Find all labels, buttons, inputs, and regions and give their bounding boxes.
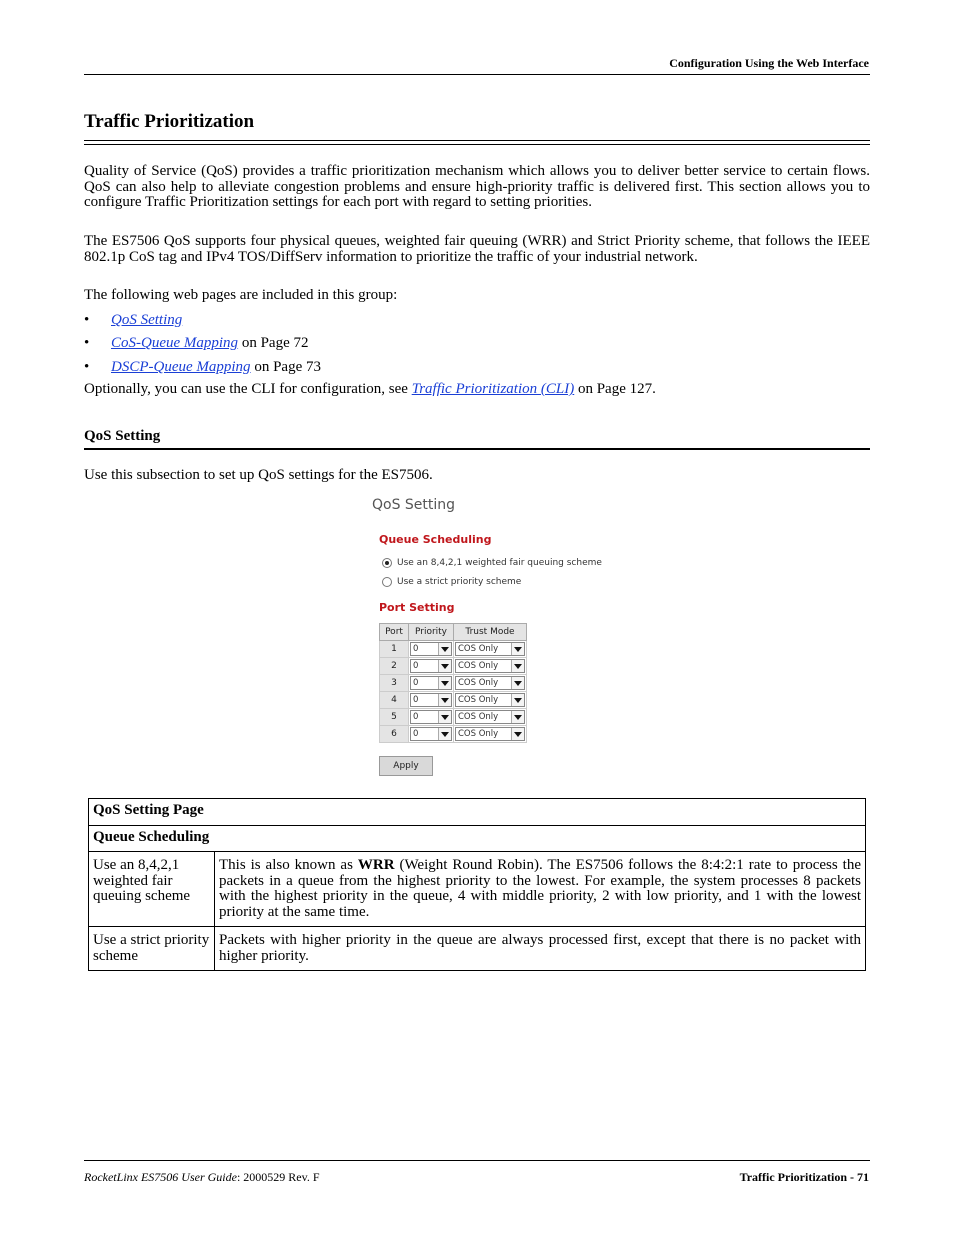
dropdown-arrow-icon[interactable] bbox=[438, 694, 451, 706]
priority-select[interactable]: 0 bbox=[410, 710, 452, 724]
dropdown-arrow-icon[interactable] bbox=[511, 694, 524, 706]
intro-paragraph-3: The following web pages are included in this group: bbox=[84, 287, 398, 303]
port-number: 4 bbox=[380, 692, 409, 709]
priority-cell bbox=[409, 675, 454, 692]
radio-selected-icon[interactable] bbox=[382, 558, 392, 568]
running-header: Configuration Using the Web Interface bbox=[669, 56, 869, 70]
table-section: Queue Scheduling bbox=[89, 825, 866, 852]
trust-mode-select[interactable]: COS Only bbox=[455, 693, 525, 707]
subsection-rule bbox=[84, 448, 870, 450]
dropdown-arrow-icon[interactable] bbox=[438, 728, 451, 740]
port-number: 2 bbox=[380, 658, 409, 675]
table-row bbox=[380, 675, 527, 692]
header-rule bbox=[84, 74, 870, 75]
priority-cell bbox=[409, 692, 454, 709]
trust-mode-cell bbox=[454, 675, 527, 692]
column-header-trust-mode: Trust Mode bbox=[454, 624, 527, 641]
dropdown-arrow-icon[interactable] bbox=[438, 660, 451, 672]
table-row bbox=[380, 692, 527, 709]
table-row bbox=[89, 927, 866, 971]
title-rule bbox=[84, 140, 870, 145]
list-item bbox=[84, 335, 308, 352]
link-traffic-prioritization-cli[interactable]: Traffic Prioritization (CLI) bbox=[411, 381, 575, 397]
port-setting-heading: Port Setting bbox=[379, 601, 455, 614]
priority-select[interactable]: 0 bbox=[410, 727, 452, 741]
port-number: 3 bbox=[380, 675, 409, 692]
apply-button[interactable]: Apply bbox=[379, 756, 433, 776]
trust-mode-select[interactable]: COS Only bbox=[455, 642, 525, 656]
dropdown-arrow-icon[interactable] bbox=[511, 711, 524, 723]
table-title: QoS Setting Page bbox=[89, 799, 866, 826]
link-cos-queue-mapping[interactable]: CoS-Queue Mapping bbox=[111, 335, 239, 351]
link-dscp-queue-mapping[interactable]: DSCP-Queue Mapping bbox=[111, 359, 251, 375]
row-description-wrr: This is also known as WRR (Weight Round Robin). The ES7506 follows the 8:4:2:1 rate to process the packets in a queue from the highest priority to the lowest. For example, the system processes 8 packets with the highest priority in the queue, 4 with middle priority, 2 with low priority, and 1 with the lowest priority at the same time. bbox=[215, 852, 866, 927]
trust-mode-cell bbox=[454, 641, 527, 658]
priority-select[interactable]: 0 bbox=[410, 676, 452, 690]
trust-mode-select[interactable]: COS Only bbox=[455, 659, 525, 673]
bullet-icon: • bbox=[84, 359, 90, 375]
radio-wrr[interactable]: Use an 8,4,2,1 weighted fair queuing scheme bbox=[382, 558, 602, 568]
trust-mode-cell bbox=[454, 709, 527, 726]
dropdown-arrow-icon[interactable] bbox=[438, 677, 451, 689]
port-number: 1 bbox=[380, 641, 409, 658]
row-label-wrr: Use an 8,4,2,1 weighted fair queuing scheme bbox=[89, 852, 215, 927]
page-reference: on Page 73 bbox=[250, 359, 321, 375]
qos-setting-screenshot bbox=[370, 495, 610, 780]
subsection-title: QoS Setting bbox=[84, 428, 161, 444]
bullet-icon: • bbox=[84, 312, 90, 328]
trust-mode-cell bbox=[454, 726, 527, 743]
row-label-strict: Use a strict priority scheme bbox=[89, 927, 215, 971]
dropdown-arrow-icon[interactable] bbox=[438, 643, 451, 655]
dropdown-arrow-icon[interactable] bbox=[511, 677, 524, 689]
column-header-port: Port bbox=[380, 624, 409, 641]
section-title: Traffic Prioritization bbox=[84, 111, 255, 132]
footer-page-label: Traffic Prioritization - 71 bbox=[739, 1170, 869, 1184]
screenshot-title: QoS Setting bbox=[372, 497, 456, 513]
optional-cli-note: Optionally, you can use the CLI for configuration, see Traffic Prioritization (CLI) on Page 127. bbox=[84, 381, 656, 397]
trust-mode-cell bbox=[454, 692, 527, 709]
trust-mode-select[interactable]: COS Only bbox=[455, 710, 525, 724]
table-row bbox=[380, 658, 527, 675]
priority-cell bbox=[409, 726, 454, 743]
port-setting-table bbox=[379, 623, 527, 743]
trust-mode-cell bbox=[454, 658, 527, 675]
priority-cell bbox=[409, 641, 454, 658]
bullet-icon: • bbox=[84, 335, 90, 351]
page-reference: on Page 72 bbox=[238, 335, 309, 351]
port-number: 6 bbox=[380, 726, 409, 743]
dropdown-arrow-icon[interactable] bbox=[438, 711, 451, 723]
table-row bbox=[380, 726, 527, 743]
priority-cell bbox=[409, 709, 454, 726]
dropdown-arrow-icon[interactable] bbox=[511, 643, 524, 655]
radio-strict[interactable]: Use a strict priority scheme bbox=[382, 577, 521, 587]
intro-paragraph-2: The ES7506 QoS supports four physical queues, weighted fair queuing (WRR) and Strict Priority scheme, that follows the IEEE 802.1p CoS tag and IPv4 TOS/DiffServ information to prioritize the traffic of your industrial network. bbox=[84, 233, 870, 265]
footer-rule bbox=[84, 1160, 870, 1161]
table-row bbox=[89, 852, 866, 927]
column-header-priority: Priority bbox=[409, 624, 454, 641]
subsection-intro: Use this subsection to set up QoS settings for the ES7506. bbox=[84, 467, 433, 483]
footer-doc-info: RocketLinx ES7506 User Guide: 2000529 Rev. F bbox=[84, 1170, 320, 1184]
row-description-strict: Packets with higher priority in the queue are always processed first, except that there is no packet with higher priority. bbox=[215, 927, 866, 971]
qos-setting-description-table bbox=[88, 798, 866, 971]
dropdown-arrow-icon[interactable] bbox=[511, 728, 524, 740]
radio-unselected-icon[interactable] bbox=[382, 577, 392, 587]
priority-select[interactable]: 0 bbox=[410, 642, 452, 656]
priority-select[interactable]: 0 bbox=[410, 659, 452, 673]
port-number: 5 bbox=[380, 709, 409, 726]
queue-scheduling-heading: Queue Scheduling bbox=[379, 533, 492, 546]
trust-mode-select[interactable]: COS Only bbox=[455, 727, 525, 741]
trust-mode-select[interactable]: COS Only bbox=[455, 676, 525, 690]
list-item bbox=[84, 312, 182, 329]
intro-paragraph-1: Quality of Service (QoS) provides a traffic prioritization mechanism which allows you to deliver better service to certain flows. QoS can also help to alleviate congestion problems and ensure high-priority traffic is delivered first. This section allows you to configure Traffic Prioritization settings for each port with regard to setting priorities. bbox=[84, 163, 870, 210]
dropdown-arrow-icon[interactable] bbox=[511, 660, 524, 672]
priority-select[interactable]: 0 bbox=[410, 693, 452, 707]
table-row bbox=[380, 641, 527, 658]
table-row bbox=[380, 709, 527, 726]
list-item bbox=[84, 359, 321, 376]
priority-cell bbox=[409, 658, 454, 675]
link-qos-setting[interactable]: QoS Setting bbox=[111, 312, 183, 328]
